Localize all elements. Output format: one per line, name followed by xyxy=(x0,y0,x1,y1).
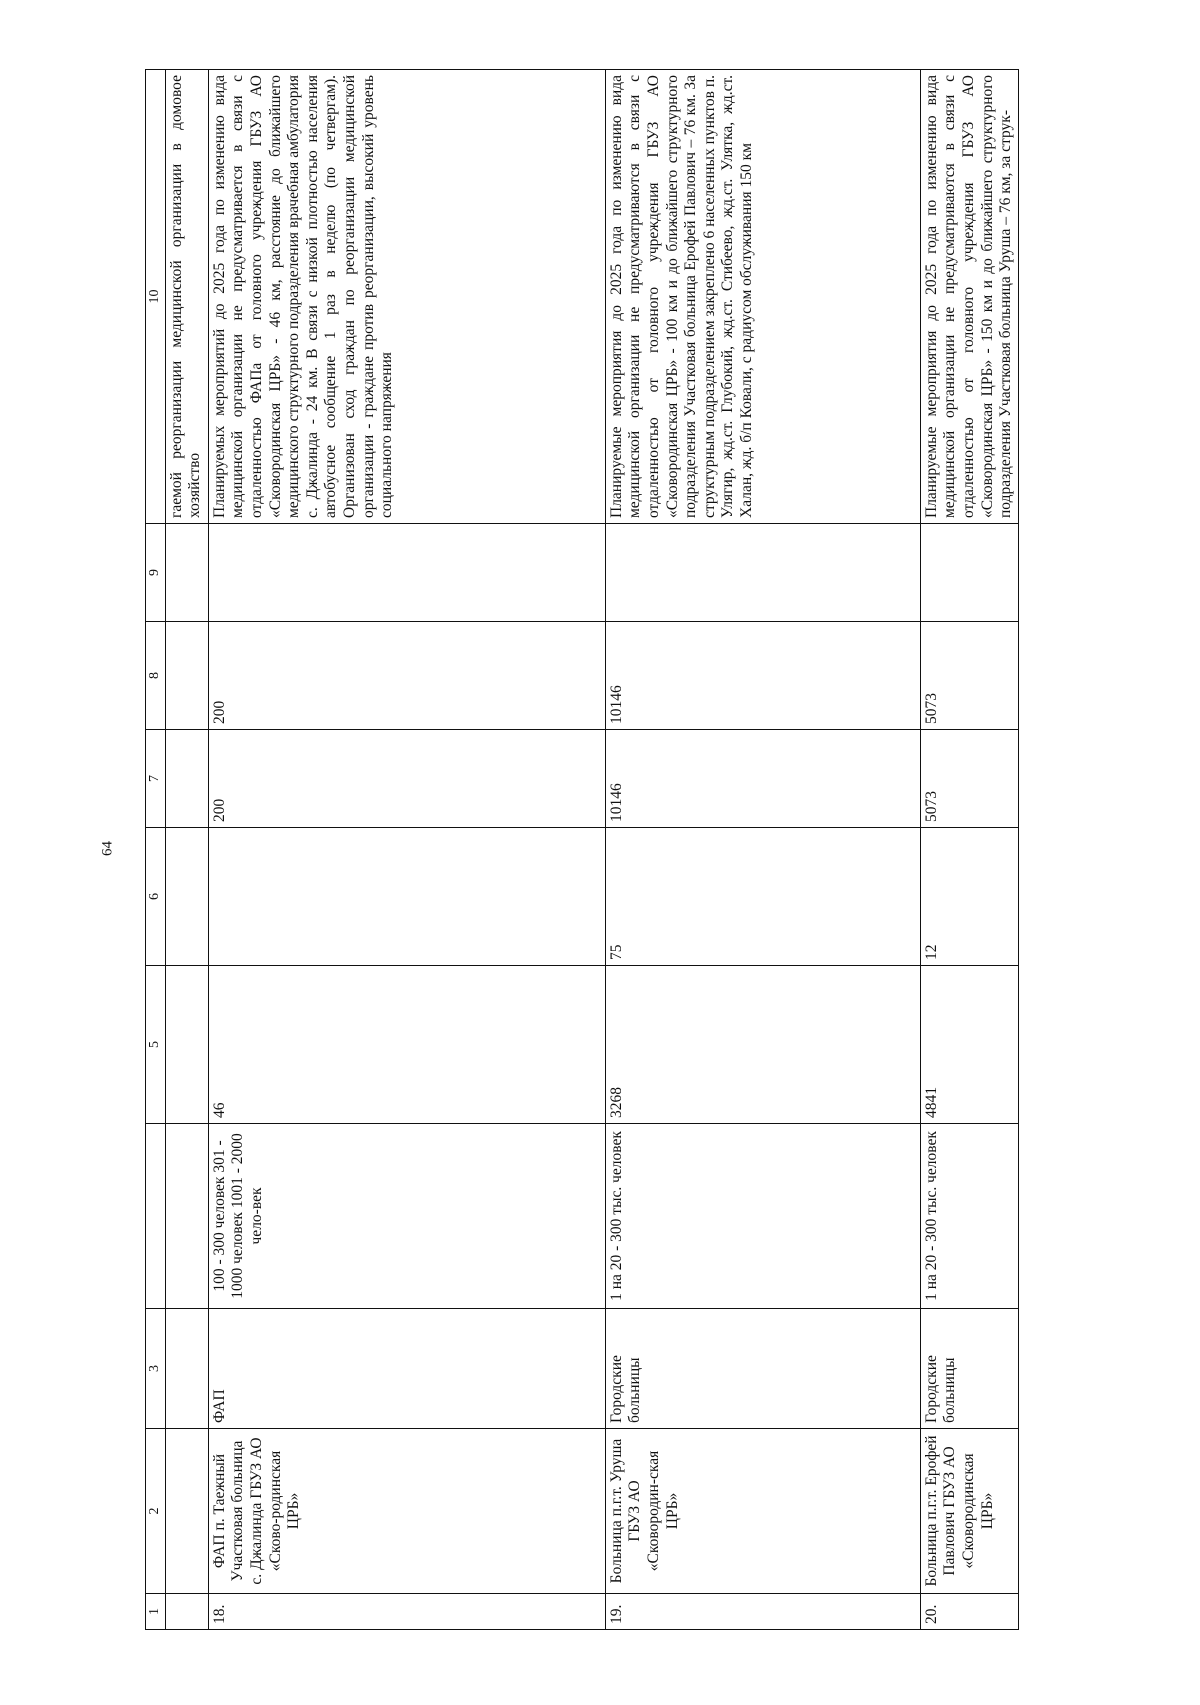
header-cell: 3 xyxy=(146,1309,166,1429)
table-row xyxy=(605,70,920,1630)
cell-col9 xyxy=(605,524,920,622)
header-cell: 7 xyxy=(146,730,166,828)
page-number: 64 xyxy=(99,841,116,856)
header-cell: 2 xyxy=(146,1429,166,1594)
population-norm: 100 - 300 человек 301 - 1000 человек 1001 - 2000 чело-век xyxy=(208,1124,605,1309)
organization-type: ФАП xyxy=(208,1309,605,1429)
cell-col5: 46 xyxy=(208,966,605,1124)
header-cell: 1 xyxy=(146,1594,166,1630)
header-row xyxy=(146,70,166,1630)
cell-col8: 10146 xyxy=(605,622,920,730)
cell-comment: Планируемые мероприятия до 2025 года по изменению вида медицинской организации не предусматриваются в связи с отдаленностью от головного учреждения ГБУЗ АО «Сковородинская ЦРБ» - 150 км и до ближайшего структурного подразделения Участковая больница Уруша – 76 км, за струк- xyxy=(920,70,1018,524)
cell-col7: 5073 xyxy=(920,730,1018,828)
population-norm: 1 на 20 - 300 тыс. человек xyxy=(605,1124,920,1309)
continuation-row xyxy=(165,70,208,1630)
rotated-page xyxy=(145,70,1085,1630)
population-norm: 1 на 20 - 300 тыс. человек xyxy=(920,1124,1018,1309)
continuation-text: гаемой реорганизации медицинской организации в домовое хозяйство xyxy=(165,70,208,524)
medical-organizations-table xyxy=(145,69,1019,1630)
cell-col6: 75 xyxy=(605,828,920,966)
cell-comment: Планируемых мероприятий до 2025 года по изменению вида медицинской организации не предусматривается в связи с отдаленностью ФАПа от головного учреждения ГБУЗ АО «Сковородинская ЦРБ» - 46 км, расстояние до ближайшего медицинского структурного подразделения врачебная амбулатория с. Джалинда - 24 км. В связи с низкой плотностью населения автобусное сообщение 1 раз в неделю (по четвергам). Организован сход граждан по реорганизации медицинской организации - граждане против реорганизации, высокий уровень социального напряжения xyxy=(208,70,605,524)
cell-comment: Планируемые мероприятия до 2025 года по изменению вида медицинской организации не предусматриваются в связи с отдаленностью от головного учреждения ГБУЗ АО «Сковородинская ЦРБ» - 100 км и до ближайшего структурного подразделения Участковая больница Ерофей Павлович – 76 км. За структурным подразделением закреплено 6 населенных пунктов п. Улягир, жд.ст. Глубокий, жд.ст. Стибеево, жд.ст. Улятка, жд.ст. Халан, жд. б/п Ковали, с радиусом обслуживания 150 км xyxy=(605,70,920,524)
table-row xyxy=(208,70,605,1630)
organization-name: ФАП п. Таежный Участковая больница с. Джалинда ГБУЗ АО «Сково-родинская ЦРБ» xyxy=(208,1429,605,1594)
organization-name: Больница п.г.т. Уруша ГБУЗ АО «Сковородин-ская ЦРБ» xyxy=(605,1429,920,1594)
cell-col9 xyxy=(920,524,1018,622)
cell-col9 xyxy=(208,524,605,622)
organization-name: Больница п.г.т. Ерофей Павлович ГБУЗ АО «Сковородинская ЦРБ» xyxy=(920,1429,1018,1594)
cell-col6 xyxy=(208,828,605,966)
organization-type: Городские больницы xyxy=(920,1309,1018,1429)
cell-col7: 200 xyxy=(208,730,605,828)
table-row xyxy=(920,70,1018,1630)
header-cell: 9 xyxy=(146,524,166,622)
header-cell: 5 xyxy=(146,966,166,1124)
organization-type: Городские больницы xyxy=(605,1309,920,1429)
cell-col6: 12 xyxy=(920,828,1018,966)
cell-col5: 3268 xyxy=(605,966,920,1124)
row-number: 18. xyxy=(208,1594,605,1630)
header-cell: 10 xyxy=(146,70,166,524)
row-number: 19. xyxy=(605,1594,920,1630)
header-cell: 6 xyxy=(146,828,166,966)
header-cell: 8 xyxy=(146,622,166,730)
row-number: 20. xyxy=(920,1594,1018,1630)
cell-col5: 4841 xyxy=(920,966,1018,1124)
cell-col8: 200 xyxy=(208,622,605,730)
cell-col7: 10146 xyxy=(605,730,920,828)
cell-col8: 5073 xyxy=(920,622,1018,730)
header-cell xyxy=(146,1124,166,1309)
